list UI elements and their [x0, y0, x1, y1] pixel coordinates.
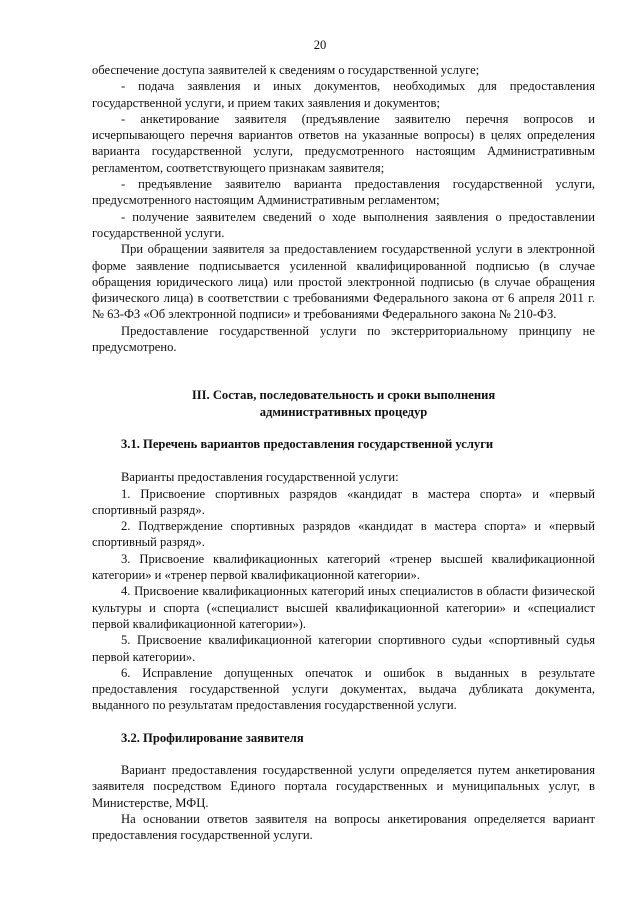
variant-item: 5. Присвоение квалификационной категории спортивного судьи «спортивный судья первой категории». [92, 633, 595, 664]
spacer [92, 714, 595, 730]
spacer [92, 746, 595, 762]
variant-item: 3. Присвоение квалификационных категорий «тренер высшей квалификационной категории» и «тренер первой квалификационной категории». [92, 551, 595, 583]
page-body [92, 62, 595, 843]
paragraph: Предоставление государственной услуги по экстерриториальному принципу не предусмотрено. [92, 323, 595, 355]
paragraph: - предъявление заявителю варианта предоставления государственной услуги, предусмотренного настоящим Административным регламентом; [92, 177, 595, 208]
spacer [92, 420, 595, 436]
spacer [92, 452, 595, 469]
section-heading-line-2: административных процедур [259, 404, 428, 419]
page-number: 20 [313, 38, 327, 52]
subsection-heading-variants: 3.1. Перечень вариантов предоставления государственной услуги [121, 436, 494, 451]
variant-item: 6. Исправление допущенных опечаток и ошибок в выданных в результате предоставления государственной услуги документах, выдача дубликата документа, выданного по результатам предоставления государственной услуги. [92, 665, 595, 713]
paragraph: - подача заявления и иных документов, необходимых для предоставления государственной услуги, и прием таких заявления и документов; [92, 79, 595, 110]
paragraph: - получение заявителем сведений о ходе выполнения заявления о предоставлении государственной услуги. [92, 209, 595, 240]
section-heading-line-1: III. Состав, последовательность и сроки выполнения [191, 388, 496, 403]
variant-item: 2. Подтверждение спортивных разрядов «кандидат в мастера спорта» и «первый спортивный разряд». [92, 519, 595, 550]
variant-item: 4. Присвоение квалификационных категорий иных специалистов в области физической культуры и спорта («специалист высшей квалификационной категории» и «специалист первой квалификационной категории»). [92, 584, 595, 631]
paragraph: На основании ответов заявителя на вопросы анкетирования определяется вариант предоставления государственной услуги. [92, 811, 595, 843]
paragraph: Вариант предоставления государственной услуги определяется путем анкетирования заявителя посредством Единого портала государственных и муниципальных услуг, в Министерстве, МФЦ. [92, 762, 595, 810]
paragraph: обеспечение доступа заявителей к сведениям о государственной услуге; [92, 63, 480, 77]
paragraph: Варианты предоставления государственной услуги: [121, 470, 399, 485]
paragraph: - анкетирование заявителя (предъявление заявителю перечня вопросов и исчерпывающего перечня вариантов ответов на указанные вопросы) в целях определения варианта государственной услуги, предусмотренного настоящим Административным регламентом, соответствующего признакам заявителя; [92, 111, 595, 175]
paragraph: При обращении заявителя за предоставлением государственной услуги в электронной форме заявление подписывается усиленной квалифицированной подписью (в случае обращения юридического лица) или простой электронной подписью (в случае обращения физического лица) в соответствии с требованиями Федерального закона от 6 апреля 2011 г. № 63-ФЗ «Об электронной подписи» и требованиями Федерального закона № 210-ФЗ. [92, 242, 595, 322]
subsection-heading-profiling: 3.2. Профилирование заявителя [121, 730, 304, 745]
variant-item: 1. Присвоение спортивных разрядов «кандидат в мастера спорта» и «первый спортивный разряд». [92, 486, 595, 517]
spacer [92, 371, 595, 387]
spacer [92, 355, 595, 371]
